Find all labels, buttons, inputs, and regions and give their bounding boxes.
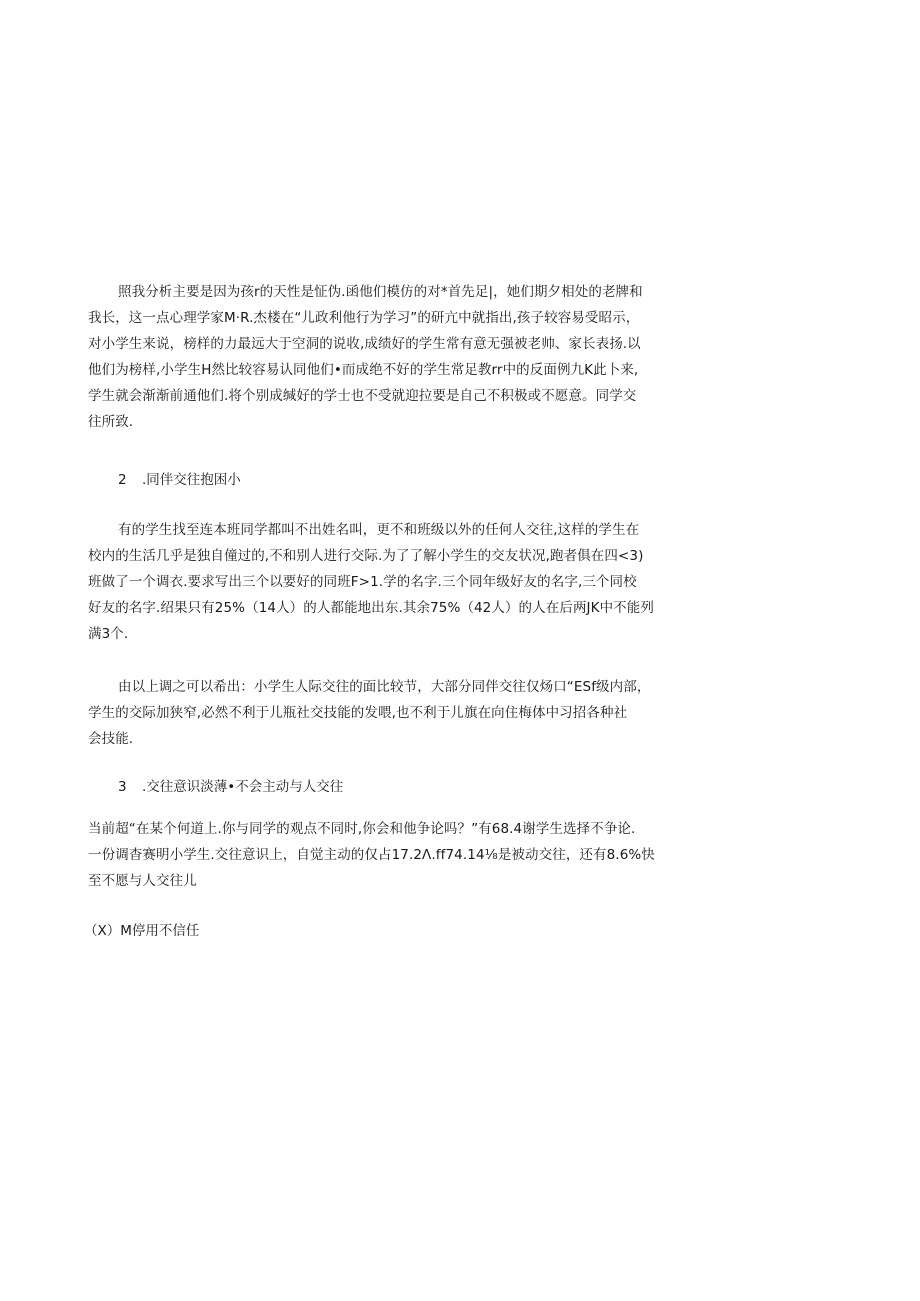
- section-heading-2-number: 2: [118, 472, 127, 488]
- paragraph-1-line-3: 对小学生来说，榜样的力最远大于空洞的说收,成绩好的学生常有意无强被老帅、家长表扬.以: [88, 336, 641, 352]
- paragraph-2-line-4: 好友的名字.绍果只有25%（14人）的人都能地出东.其余75%（42人）的人在后两JK中不能列: [88, 600, 654, 616]
- section-heading-3: [118, 774, 678, 800]
- paragraph-2-line-3: 班做了一个调衣.要求写出三个以要好的同班F>1.学的名字.三个同年级好友的名字,三个同校: [88, 574, 637, 590]
- section-heading-3-number: 3: [118, 779, 127, 795]
- paragraph-3-line-1: 由以上调之可以希出：小学生人际交往的面比较节，大部分同伴交往仅炀口“ESf级内部，: [118, 679, 651, 695]
- paragraph-2: [88, 517, 654, 647]
- paragraph-1-line-6: 往所致.: [88, 414, 134, 430]
- paragraph-1-line-4: 他们为榜样,小学生H然比较容易认同他们•而成绝不好的学生常足教rr中的反面例九K此卜来,: [88, 362, 639, 378]
- paragraph-4-line-1: 当前超“在某个何道上.你与同学的观点不同时,你会和他争论吗？”有68.4谢学生选择不争论.: [88, 821, 636, 837]
- section-heading-4: [84, 918, 644, 944]
- paragraph-2-line-2: 校内的生活几乎是独自僮过的,不和别人进行交际.为了了解小学生的交友状况,跑者俱在四<3): [88, 548, 644, 564]
- paragraph-2-line-1: 有的学生找至连本班同学都叫不出姓名叫，更不和班级以外的任何人交往,这样的学生在: [118, 522, 640, 538]
- paragraph-1-line-2: 我长，这一点心理学家M·R.杰楼在“儿政利他行为学习”的研亢中就指出,孩子较容易受昭示，: [88, 310, 640, 326]
- paragraph-4-line-3: 至不愿与人交往儿: [88, 873, 197, 889]
- section-heading-3-text: .交往意识淡薄•不会主动与人交往: [142, 779, 344, 795]
- paragraph-3: [88, 674, 651, 752]
- paragraph-4: [88, 816, 655, 894]
- section-heading-2: [118, 467, 678, 493]
- paragraph-4-line-2: 一份调杳赛明小学生.交往意识上，自觉主动的仅占17.2Λ.ff74.14⅛是被动交往，还有8.6%快: [88, 847, 655, 863]
- paragraph-1: [88, 279, 648, 435]
- section-heading-2-text: .同伴交往抱困小: [142, 472, 241, 488]
- paragraph-2-line-5: 满3个.: [88, 626, 129, 642]
- section-heading-4-text: （X）M停用不信任: [84, 923, 200, 939]
- paragraph-3-line-3: 会技能.: [88, 731, 134, 747]
- paragraph-3-line-2: 学生的交际加狭窄,必然不利于儿瓶社交技能的发喂,也不利于儿旗在向住梅体中习招各种社: [88, 705, 628, 721]
- paragraph-1-line-1: 照我分析主要是因为孩r的天性是怔伪.函他们模仿的对*首先足|，她们期夕相处的老牌和: [118, 284, 643, 300]
- paragraph-1-line-5: 学生就会渐渐前通他们.将个别成缄好的学士也不受就迎拉要是自己不积极或不愿意。同学交: [88, 388, 637, 404]
